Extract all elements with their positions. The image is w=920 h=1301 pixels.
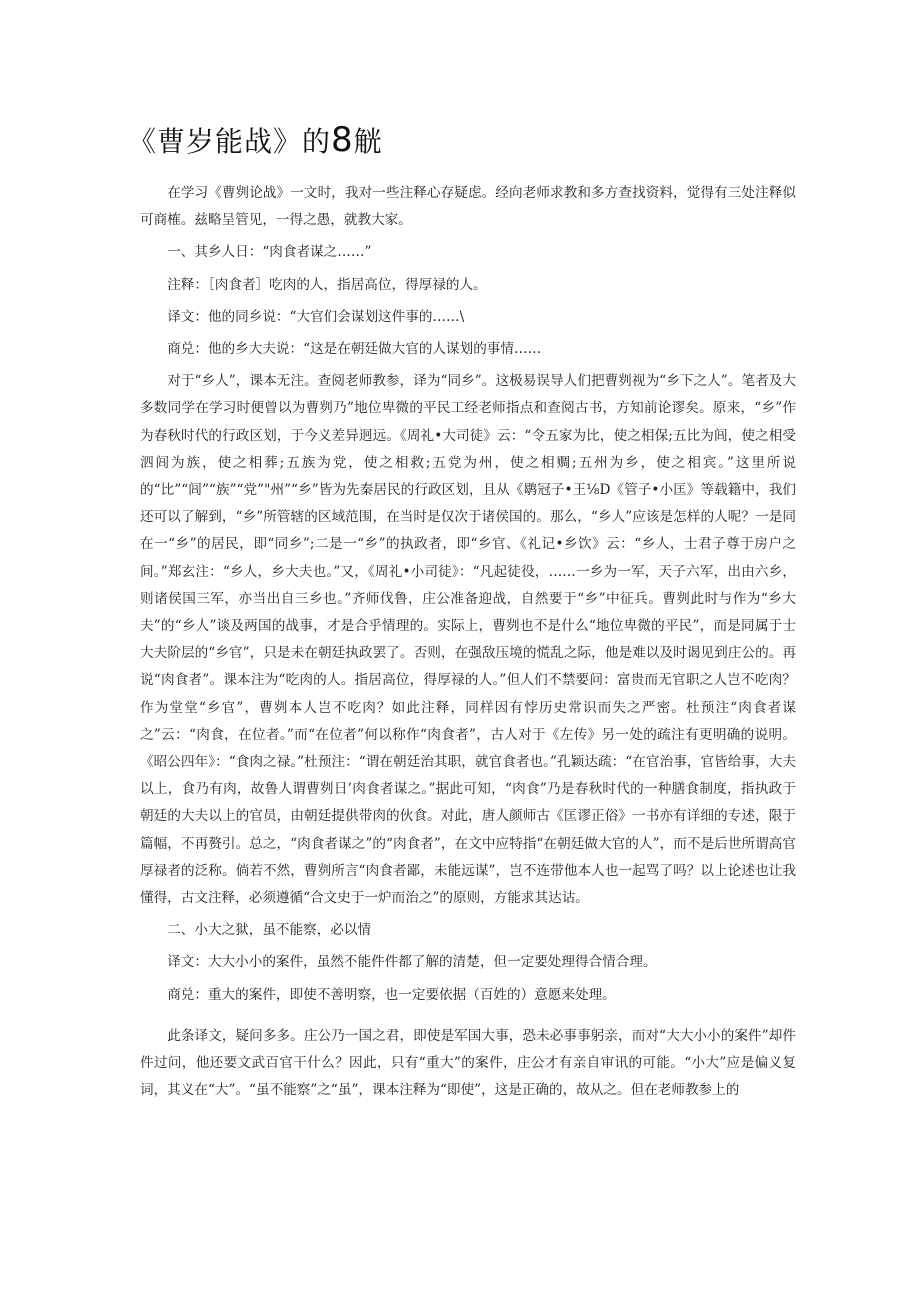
document-title bbox=[128, 120, 383, 160]
discussion-paragraph-2: 此条译文，疑问多多。庄公乃一国之君，即使是军国大事，恐未必事事躬亲，而对“大大小小的案件”却件件过问，他还要文武百官干什么？因此，只有“重大”的案件，庄公才有亲自审讯的可能。“小大”应是偏义复词，其义在“大”。“虽不能察”之“虽”，课本注释为“即使”，这是正确的，故从之。但在老师教参上的 bbox=[140, 1027, 796, 1099]
title-prefix: 《曹岁能战》的 bbox=[128, 125, 332, 158]
document-body bbox=[140, 180, 796, 1105]
commentary-line: 商兑：他的乡大夫说：“这是在朝廷做大官的人谋划的事情…… bbox=[167, 341, 542, 358]
title-suffix: 觥 bbox=[353, 125, 383, 158]
section-heading-1: 一、其乡人日：“肉食者谋之……” bbox=[167, 244, 372, 261]
intro-paragraph: 在学习《曹刿论战》一文时，我对一些注释心存疑虑。经向老师求教和多方查找资料，觉得有三处注释似可商榷。兹略呈管见，一得之愚，就教大家。 bbox=[140, 185, 796, 229]
discussion-paragraph-1: 对于“乡人”，课本无注。查阅老师教参，译为“同乡”。这极易误导人们把曹刿视为“乡下之人”。笔者及大多数同学在学习时便曾以为曹刿乃”地位卑微的平民工经老师指点和查阅古书，方知前论谬矣。原来，“乡”作为春秋时代的行政区划，于今义差异迥远。《周礼•大司徒》云：“令五家为比，使之相保;五比为闾，使之相受泗闾为族，使之相葬;五族为党，使之相救;五党为州，使之相赒;五州为乡，使之相宾。”这里所说的“比”“闾”“族”“党”"州”“乡”皆为先秦居民的行政区划，且从《鹖冠子•王⅛D《管子•小匡》等载籍中，我们还可以了解到，“乡”所管辖的区域范围，在当时是仅次于诸侯国的。那么，“乡人”应该是怎样的人呢？一是同在一“乡”的居民，即“同乡”;二是一“乡”的执政者，即“乡官、《礼记•乡饮》云：“乡人，士君子尊于房户之间。”郑玄注：“乡人，乡大夫也。”又，《周礼•小司徒》：“凡起徒役，……一乡为一军，天子六军，出由六乡，则诸侯国三军，亦当出自三乡也。”齐师伐鲁，庄公准备迎战，自然要于“乡”中征兵。曹刿此时与作为“乡大夫”的“乡人”谈及两国的战事，才是合乎情理的。实际上，曹刿也不是什么“地位卑微的平民”，而是同属于士大夫阶层的“乡官”，只是未在朝廷执政罢了。否则，在强敌压境的慌乱之际，他是难以及时谒见到庄公的。再说“肉食者”。课本注为“吃肉的人。指居高位，得厚禄的人。”但人们不禁要问：富贵而无官职之人岂不吃肉？作为堂堂“乡官”，曹刿本人岂不吃肉？如此注释，同样因有悖历史常识而失之严密。杜预注“肉食者谋之”云：“肉食，在位者。”而“在位者”何以称作“肉食者”，古人对于《左传》另一处的疏注有更明确的说明。《昭公四年》：“食肉之禄。”杜预注：“谓在朝廷治其职，就官食者也。”孔颖达疏：“在官治事，官皆给事，大夫以上，食乃有肉，故鲁人谓曹刿日’肉食者谋之。”据此可知，“肉食”乃是春秋时代的一种膳食制度，指执政于朝廷的大夫以上的官员，由朝廷提供带肉的伙食。对此，唐人颜师古《匡谬正俗》一书亦有详细的专述，限于篇幅，不再赘引。总之，“肉食者谋之”的“肉食者”，在文中应特指“在朝廷做大官的人”，而不是后世所谓高官厚禄者的泛称。倘若不然，曹刿所言“肉食者鄙，未能远谋”，岂不连带他本人也一起骂了吗？以上论述也让我懂得，古文注释，必须遵循“合文史于一炉而治之”的原则，方能求其达诂。 bbox=[140, 373, 796, 907]
translation-line: 译文：他的同乡说：“大官们会谋划这件事的……\ bbox=[167, 308, 465, 325]
annotation-line: 注释：［肉食者］吃肉的人，指居高位，得厚禄的人。 bbox=[167, 276, 487, 293]
translation-line-2: 译文：大大小小的案件，虽然不能件件都了解的清楚，但一定要处理得合情合理。 bbox=[167, 954, 657, 971]
commentary-line-2: 商兑：重大的案件，即使不善明察，也一定要依据（百姓的）意愿来处理。 bbox=[167, 986, 616, 1003]
title-number: 8 bbox=[331, 120, 354, 160]
section-heading-2: 二、小大之狱，虽不能察，必以情 bbox=[167, 922, 372, 939]
